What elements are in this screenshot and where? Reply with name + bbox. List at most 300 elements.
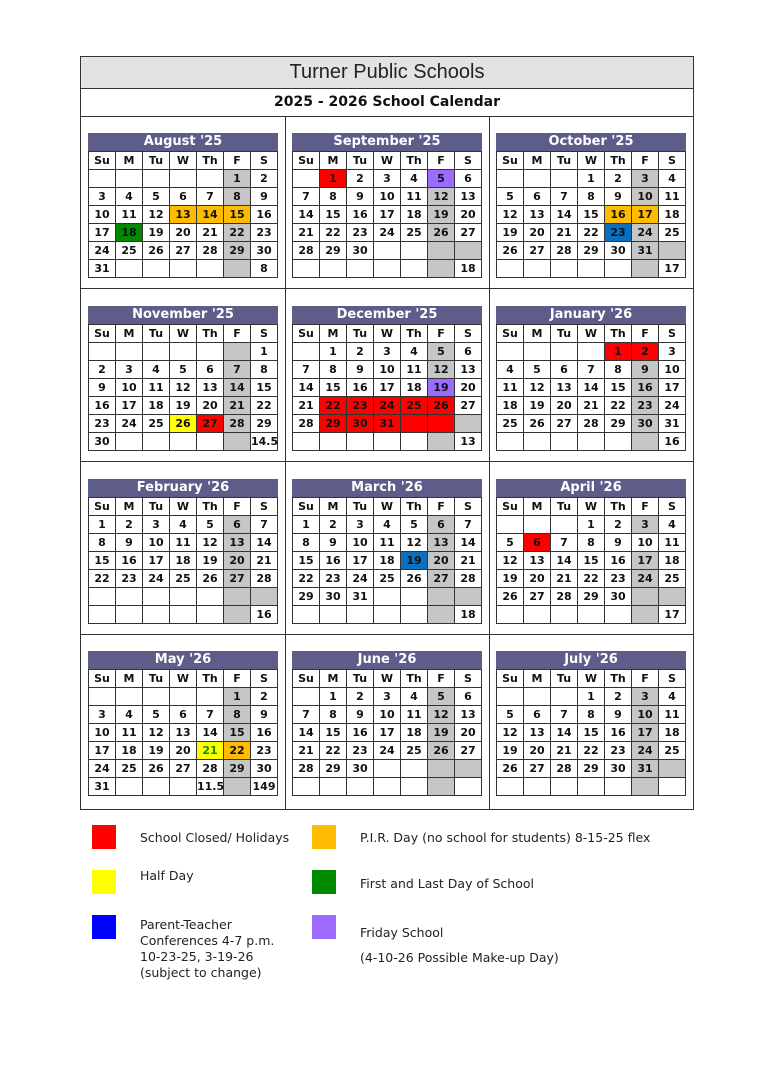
day-cell: 15 [605,379,632,397]
day-cell: 19 [170,397,197,415]
weekday-header: Th [605,498,632,516]
day-cell: 10 [374,706,401,724]
day-cell: 23 [251,224,278,242]
day-cell: 7 [293,706,320,724]
day-cell: 3 [347,516,374,534]
day-cell: 6 [551,361,578,379]
day-cell: 21 [293,224,320,242]
weekday-header: F [632,498,659,516]
day-cell: 16 [605,552,632,570]
day-cell [428,588,455,606]
day-cell: 14 [293,206,320,224]
day-cell [401,242,428,260]
day-cell [170,433,197,451]
weekday-header: Su [89,152,116,170]
legend-label: (4-10-26 Possible Make-up Day) [360,950,559,965]
day-count: 16 [659,433,686,451]
day-count: 14.5 [251,433,278,451]
day-cell: 19 [143,224,170,242]
weekday-header: F [428,670,455,688]
day-cell: 29 [578,242,605,260]
day-cell: 29 [251,415,278,433]
weekday-header: F [224,152,251,170]
day-cell: 11 [497,379,524,397]
day-cell [143,433,170,451]
day-cell [89,343,116,361]
day-cell: 7 [197,706,224,724]
day-count: 11.5 [197,778,224,796]
weekday-header: Su [497,670,524,688]
weekday-header: S [659,152,686,170]
day-cell: 21 [293,742,320,760]
day-cell [632,606,659,624]
day-cell: 8 [578,534,605,552]
weekday-header: F [632,152,659,170]
weekday-header: M [116,325,143,343]
day-cell: 9 [116,534,143,552]
day-cell: 13 [428,534,455,552]
day-cell [116,433,143,451]
day-cell: 15 [578,206,605,224]
day-cell: 13 [197,379,224,397]
month-table [88,669,278,796]
day-cell: 5 [497,706,524,724]
weekday-header: W [170,498,197,516]
day-cell: 5 [143,188,170,206]
day-cell: 18 [401,379,428,397]
day-cell: 26 [143,242,170,260]
day-cell: 29 [320,760,347,778]
day-cell [197,433,224,451]
legend-swatch [312,870,336,894]
weekday-header: S [659,670,686,688]
day-cell: 22 [224,742,251,760]
day-cell: 28 [224,415,251,433]
day-cell: 20 [170,224,197,242]
day-cell: 1 [251,343,278,361]
day-cell [347,606,374,624]
day-cell: 29 [320,415,347,433]
day-cell: 15 [293,552,320,570]
day-cell: 31 [347,588,374,606]
legend-swatch [92,915,116,939]
day-cell: 29 [224,242,251,260]
day-cell: 8 [89,534,116,552]
day-cell: 15 [224,724,251,742]
day-cell: 16 [251,206,278,224]
day-cell: 12 [143,724,170,742]
day-cell: 4 [659,516,686,534]
day-cell: 5 [170,361,197,379]
day-cell: 16 [347,724,374,742]
day-cell: 23 [605,742,632,760]
grid-divider [81,634,693,635]
day-cell: 10 [89,724,116,742]
day-cell: 15 [320,379,347,397]
day-cell: 27 [170,242,197,260]
day-cell: 25 [497,415,524,433]
day-cell: 9 [251,706,278,724]
day-cell: 2 [251,170,278,188]
weekday-header: W [170,325,197,343]
day-cell: 26 [428,397,455,415]
day-cell: 7 [551,188,578,206]
day-cell: 30 [89,433,116,451]
weekday-header: Tu [347,152,374,170]
day-cell: 4 [401,343,428,361]
month-calendar [292,651,482,796]
day-cell: 14 [551,724,578,742]
day-cell: 24 [116,415,143,433]
day-cell: 18 [374,552,401,570]
day-cell: 1 [293,516,320,534]
day-cell: 30 [605,242,632,260]
day-cell: 4 [401,170,428,188]
legend-label: P.I.R. Day (no school for students) 8-15-25 flex [360,830,651,845]
day-cell: 26 [428,224,455,242]
month-calendar [292,133,482,278]
day-cell: 20 [224,552,251,570]
day-cell: 27 [197,415,224,433]
day-cell: 6 [524,188,551,206]
day-cell: 24 [632,224,659,242]
day-cell: 13 [455,361,482,379]
day-cell [374,760,401,778]
month-calendar [496,306,686,451]
weekday-header: Tu [143,152,170,170]
day-cell: 22 [605,397,632,415]
weekday-header: F [632,670,659,688]
grid-divider [489,117,490,809]
day-cell: 27 [170,760,197,778]
legend-swatch [92,825,116,849]
day-cell: 12 [143,206,170,224]
month-title: November '25 [88,306,278,324]
day-cell: 8 [578,706,605,724]
day-cell [455,588,482,606]
day-cell: 4 [659,688,686,706]
day-cell [551,688,578,706]
day-cell [320,606,347,624]
day-cell: 9 [320,534,347,552]
month-table [292,151,482,278]
day-cell: 12 [497,552,524,570]
day-cell [551,606,578,624]
day-cell: 9 [605,534,632,552]
month-table [292,669,482,796]
day-cell [374,778,401,796]
day-cell: 17 [89,224,116,242]
day-cell: 18 [659,552,686,570]
month-title: July '26 [496,651,686,669]
day-cell: 19 [428,379,455,397]
weekday-header: Th [401,498,428,516]
day-cell: 31 [89,260,116,278]
day-cell [320,778,347,796]
weekday-header: F [632,325,659,343]
day-cell: 19 [497,224,524,242]
day-cell: 7 [578,361,605,379]
day-cell: 8 [251,361,278,379]
day-cell: 7 [293,188,320,206]
day-cell [632,778,659,796]
month-title: October '25 [496,133,686,151]
day-cell [143,343,170,361]
day-cell: 14 [578,379,605,397]
month-table [496,497,686,624]
day-cell: 14 [551,552,578,570]
day-cell [143,606,170,624]
weekday-header: S [659,325,686,343]
legend-label: First and Last Day of School [360,876,534,891]
day-cell: 20 [524,224,551,242]
day-cell: 8 [293,534,320,552]
weekday-header: S [455,152,482,170]
day-cell: 2 [605,516,632,534]
day-cell [551,778,578,796]
weekday-header: W [170,152,197,170]
weekday-header: Th [401,152,428,170]
calendar-subtitle: 2025 - 2026 School Calendar [81,89,693,117]
day-cell [143,688,170,706]
grid-divider [81,461,693,462]
day-cell [551,260,578,278]
day-cell [293,606,320,624]
day-cell: 23 [320,570,347,588]
day-cell: 30 [251,760,278,778]
day-cell: 17 [632,724,659,742]
day-cell: 19 [497,570,524,588]
weekday-header: Su [497,498,524,516]
day-cell [374,260,401,278]
day-cell: 28 [197,242,224,260]
weekday-header: W [374,498,401,516]
day-cell: 5 [143,706,170,724]
day-cell: 17 [632,552,659,570]
day-cell: 25 [170,570,197,588]
day-cell: 15 [224,206,251,224]
day-cell [428,606,455,624]
day-cell: 16 [251,724,278,742]
day-cell: 8 [320,188,347,206]
month-table [496,669,686,796]
day-cell: 21 [551,224,578,242]
day-cell: 6 [455,343,482,361]
day-cell: 19 [524,397,551,415]
day-cell: 22 [578,742,605,760]
day-cell [497,433,524,451]
day-cell [374,588,401,606]
day-cell [89,688,116,706]
weekday-header: M [116,498,143,516]
day-cell: 16 [347,206,374,224]
day-cell: 13 [170,724,197,742]
day-cell: 17 [659,379,686,397]
day-cell: 1 [320,343,347,361]
day-cell: 31 [632,760,659,778]
page-title: Turner Public Schools [81,57,693,89]
day-cell: 13 [455,706,482,724]
day-cell: 23 [632,397,659,415]
day-cell: 3 [632,170,659,188]
weekday-header: Th [197,498,224,516]
legend-label: Parent-Teacher Conferences 4-7 p.m. 10-23-25, 3-19-26 (subject to change) [140,917,275,980]
day-cell: 15 [320,724,347,742]
day-cell: 31 [659,415,686,433]
day-cell: 1 [320,170,347,188]
day-cell: 18 [116,224,143,242]
day-cell [524,688,551,706]
month-calendar [496,651,686,796]
day-cell: 10 [632,188,659,206]
month-title: March '26 [292,479,482,497]
day-cell: 5 [524,361,551,379]
day-cell: 2 [89,361,116,379]
day-cell: 14 [197,724,224,742]
day-cell [632,433,659,451]
day-cell: 18 [497,397,524,415]
day-cell: 13 [524,724,551,742]
day-cell [497,170,524,188]
day-cell [197,606,224,624]
month-title: December '25 [292,306,482,324]
legend-swatch [92,870,116,894]
day-cell: 11 [374,534,401,552]
day-cell [374,242,401,260]
day-cell: 6 [170,706,197,724]
day-cell [170,170,197,188]
day-cell: 18 [401,724,428,742]
day-cell [143,778,170,796]
day-cell: 9 [605,188,632,206]
day-cell: 24 [89,242,116,260]
weekday-header: W [170,670,197,688]
weekday-header: Tu [143,325,170,343]
weekday-header: W [578,670,605,688]
day-cell: 4 [116,188,143,206]
day-cell [293,688,320,706]
weekday-header: Su [89,325,116,343]
month-calendar [88,479,278,624]
day-cell: 27 [455,742,482,760]
day-cell: 6 [524,534,551,552]
weekday-header: Th [605,152,632,170]
day-cell [170,688,197,706]
day-cell: 28 [551,588,578,606]
day-cell: 24 [632,570,659,588]
day-cell: 13 [224,534,251,552]
weekday-header: S [251,152,278,170]
day-cell: 10 [374,361,401,379]
day-cell: 11 [143,379,170,397]
day-cell: 24 [374,224,401,242]
day-cell [401,778,428,796]
weekday-header: M [320,498,347,516]
day-cell: 28 [293,760,320,778]
day-cell [524,170,551,188]
day-cell [170,260,197,278]
day-cell: 24 [374,742,401,760]
day-cell: 22 [224,224,251,242]
day-cell: 6 [197,361,224,379]
day-cell: 9 [347,188,374,206]
day-cell: 21 [551,742,578,760]
weekday-header: M [116,670,143,688]
grid-divider [285,117,286,809]
weekday-header: Th [197,152,224,170]
day-cell: 26 [197,570,224,588]
day-cell: 13 [524,206,551,224]
day-cell: 27 [524,588,551,606]
day-cell [293,433,320,451]
day-cell: 23 [605,224,632,242]
day-cell [605,260,632,278]
day-cell: 12 [428,188,455,206]
day-cell: 30 [632,415,659,433]
day-cell: 28 [293,242,320,260]
day-cell: 12 [497,724,524,742]
day-cell [320,433,347,451]
day-count [659,778,686,796]
day-cell: 28 [293,415,320,433]
month-calendar [292,306,482,451]
day-count: 17 [659,260,686,278]
day-cell: 21 [197,742,224,760]
day-cell [497,688,524,706]
month-table [292,497,482,624]
day-cell: 16 [347,379,374,397]
day-cell: 10 [347,534,374,552]
day-cell [524,606,551,624]
day-cell: 29 [605,415,632,433]
day-cell: 26 [497,588,524,606]
day-cell: 22 [578,224,605,242]
day-count: 18 [455,260,482,278]
day-cell: 18 [143,397,170,415]
day-cell: 4 [170,516,197,534]
day-cell [524,343,551,361]
day-cell: 13 [524,552,551,570]
day-cell: 30 [605,588,632,606]
day-cell [347,433,374,451]
day-count: 17 [659,606,686,624]
day-cell [293,260,320,278]
day-cell: 22 [578,570,605,588]
day-cell [632,588,659,606]
day-cell: 24 [143,570,170,588]
weekday-header: Su [293,670,320,688]
weekday-header: Su [293,498,320,516]
day-cell: 30 [347,242,374,260]
weekday-header: Tu [551,152,578,170]
day-cell [143,260,170,278]
day-cell: 6 [524,706,551,724]
day-cell [497,260,524,278]
day-cell [497,516,524,534]
weekday-header: W [374,670,401,688]
day-cell: 11 [659,706,686,724]
day-cell [143,170,170,188]
day-count: 149 [251,778,278,796]
day-cell: 2 [251,688,278,706]
day-cell: 3 [632,516,659,534]
day-cell: 25 [659,224,686,242]
day-count: 16 [251,606,278,624]
day-cell: 5 [197,516,224,534]
day-cell: 24 [374,397,401,415]
day-cell: 3 [374,343,401,361]
day-cell [428,778,455,796]
